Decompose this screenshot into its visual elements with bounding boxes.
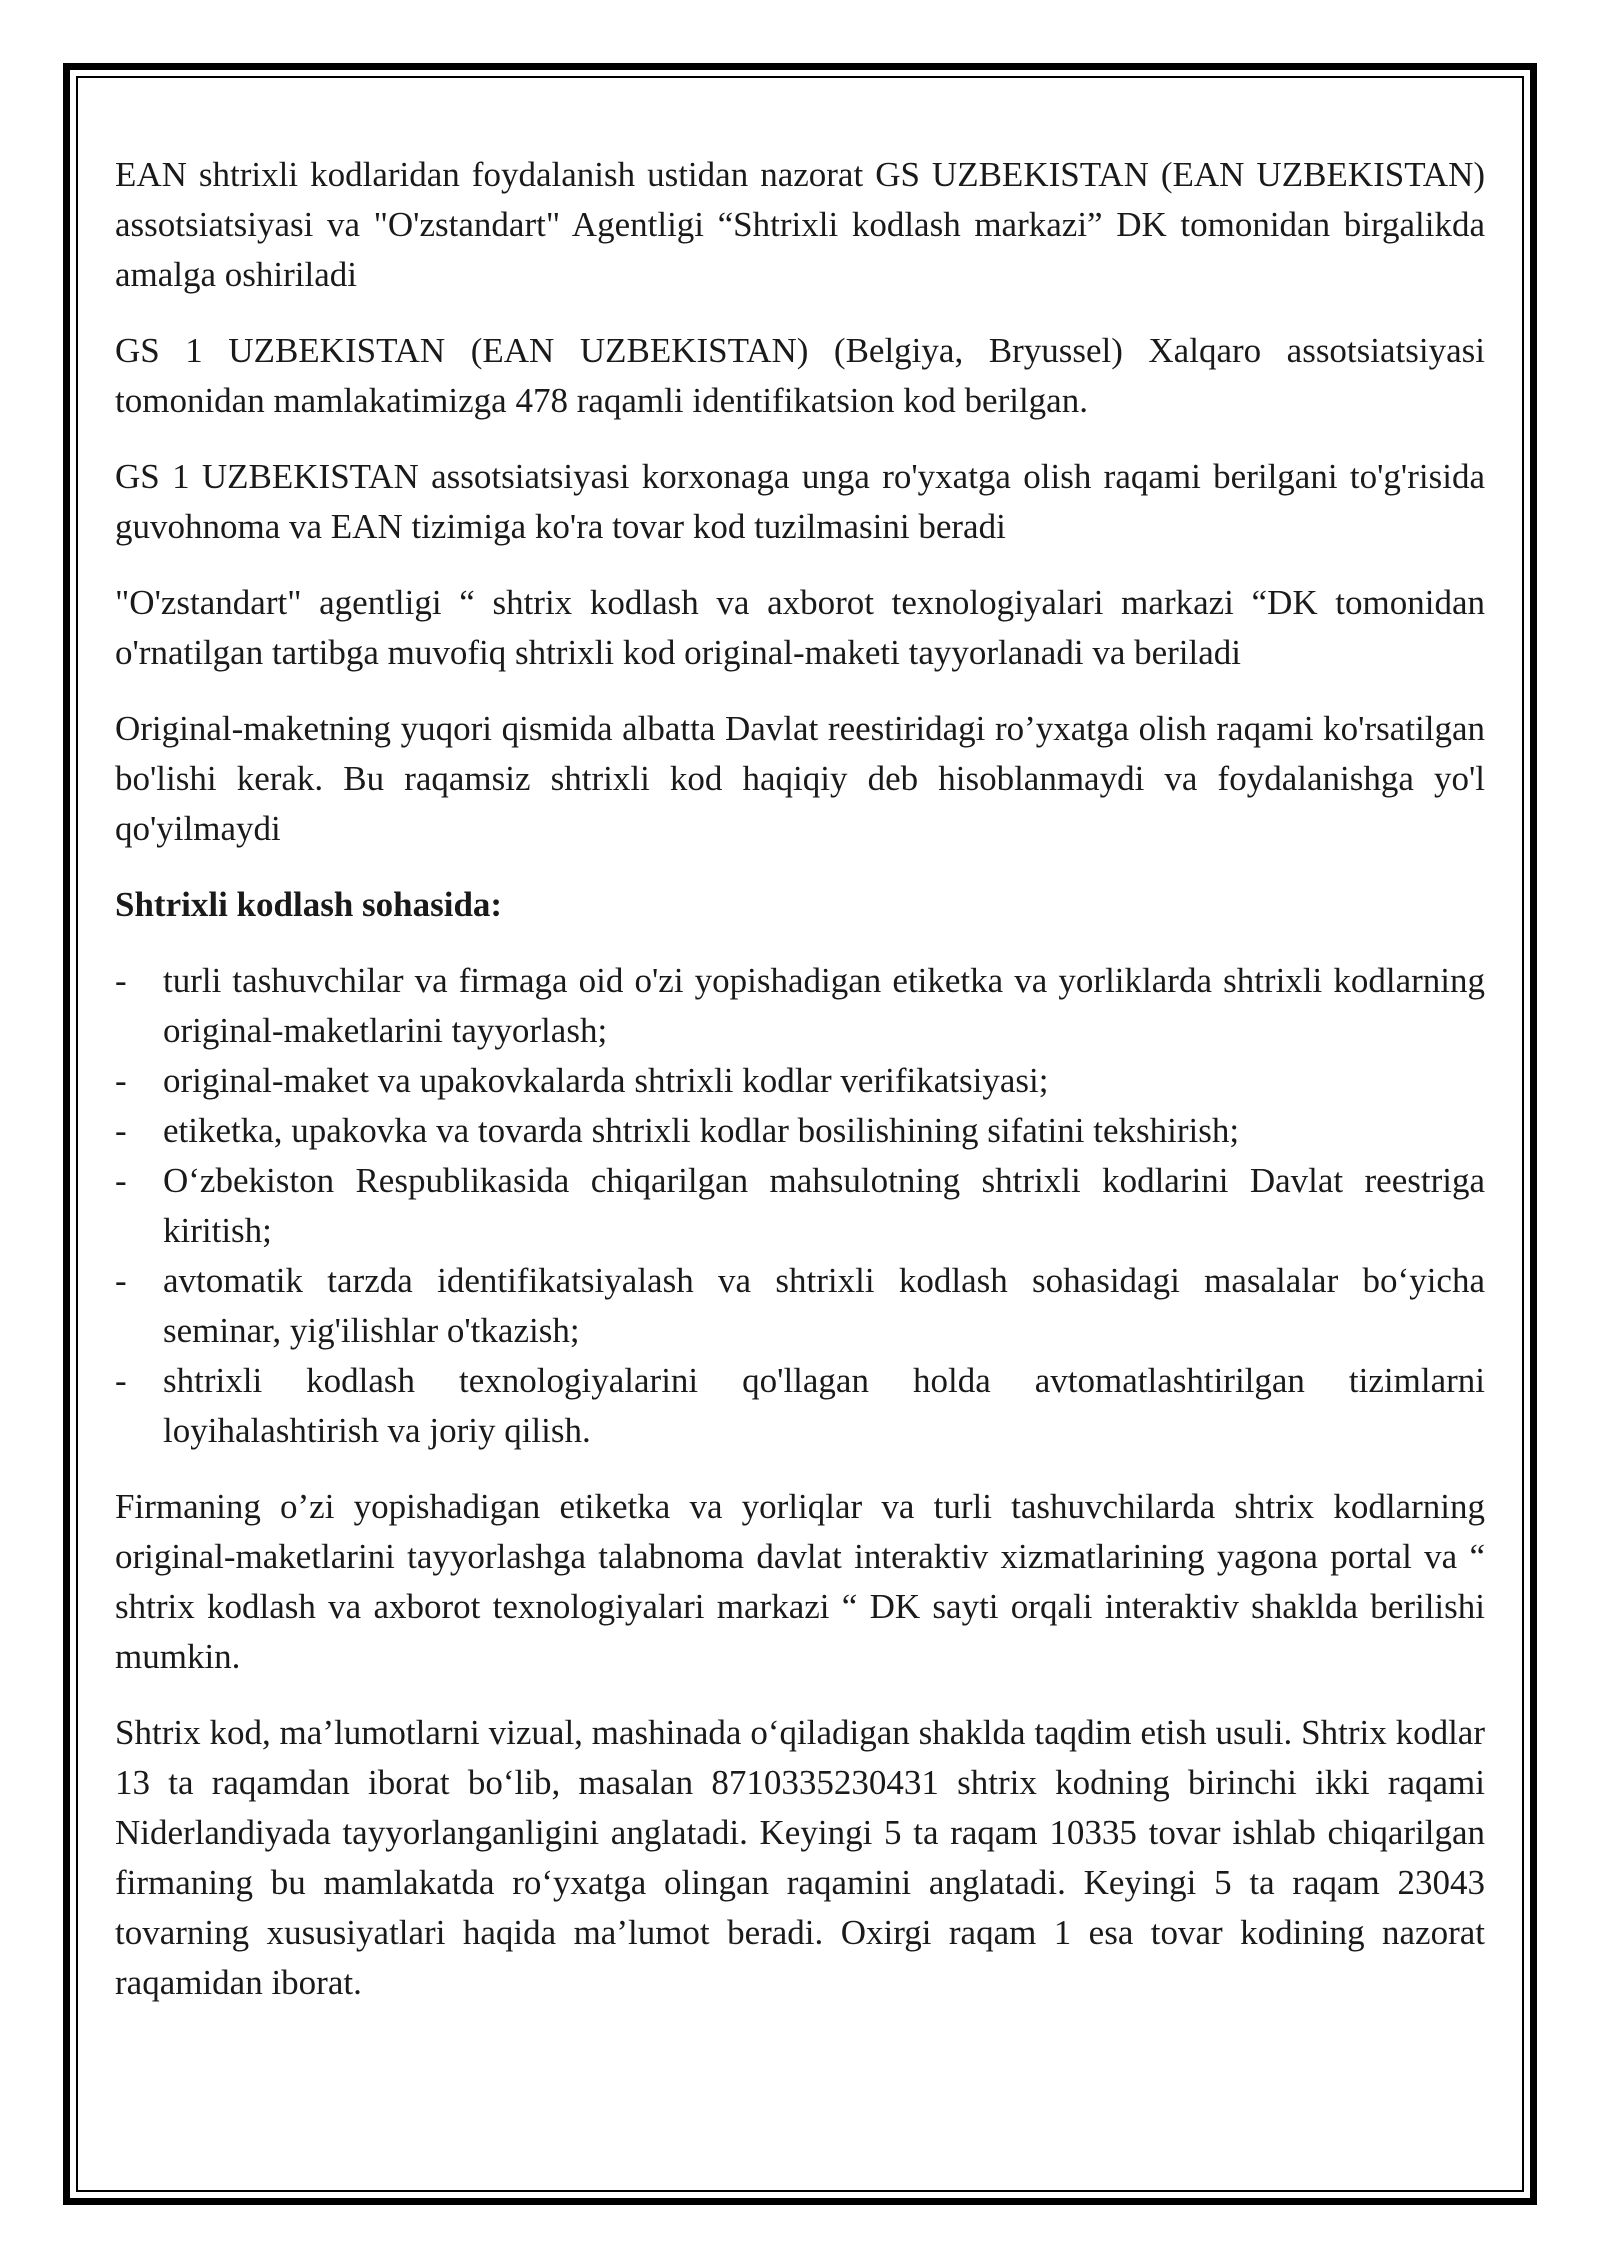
list-item-text: turli tashuvchilar va firmaga oid o'zi yopishadigan etiketka va yorliklarda shtrixli kodlarning original-maketlarini tayyorlash; [163, 961, 1485, 1050]
bullet-list [115, 956, 1485, 1456]
list-item-text: etiketka, upakovka va tovarda shtrixli kodlar bosilishining sifatini tekshirish; [163, 1111, 1240, 1150]
list-item-text: shtrixli kodlash texnologiyalarini qo'llagan holda avtomatlashtirilgan tizimlarni loyihalashtirish va joriy qilish. [163, 1361, 1485, 1450]
list-item-text: O‘zbekiston Respublikasida chiqarilgan mahsulotning shtrixli kodlarini Davlat reestriga kiritish; [163, 1161, 1485, 1250]
list-item [115, 1156, 1485, 1256]
list-item-text: original-maket va upakovkalarda shtrixli kodlar verifikatsiyasi; [163, 1061, 1049, 1100]
paragraph-registration-number: Original-maketning yuqori qismida albatta Davlat reestiridagi ro’yxatga olish raqami ko'rsatilgan bo'lishi kerak. Bu raqamsiz shtrixli kod haqiqiy deb hisoblanmaydi va foydalanishga yo'l qo'yilmaydi [115, 709, 1485, 848]
document-body [115, 150, 1485, 2034]
paragraph-barcode-explanation: Shtrix kod, ma’lumotlarni vizual, mashinada o‘qiladigan shaklda taqdim etish usuli. Shtrix kodlar 13 ta raqamdan iborat bo‘lib, masalan 8710335230431 shtrix kodning birinchi ikki raqami Niderlandiyada tayyorlanganligini anglatadi. Keyingi 5 ta raqam 10335 tovar ishlab chiqarilgan firmaning bu mamlakatda ro‘yxatga olingan raqamini anglatadi. Keyingi 5 ta raqam 23043 tovarning xususiyatlari haqida ma’lumot beradi. Oxirgi raqam 1 esa tovar kodining nazorat raqamidan iborat. [115, 1713, 1485, 2002]
paragraph-ean-control: EAN shtrixli kodlaridan foydalanish ustidan nazorat GS UZBEKISTAN (EAN UZBEKISTAN) assotsiatsiyasi va "O'zstandart" Agentligi “Shtrixli kodlash markazi” DK tomonidan birgalikda amalga oshiriladi [115, 155, 1485, 294]
list-item-text: avtomatik tarzda identifikatsiyalash va shtrixli kodlash sohasidagi masalalar bo‘yicha seminar, yig'ilishlar o'tkazish; [163, 1261, 1485, 1350]
section-heading: Shtrixli kodlash sohasida: [115, 885, 503, 924]
paragraph-application: Firmaning o’zi yopishadigan etiketka va yorliqlar va turli tashuvchilarda shtrix kodlarning original-maketlarini tayyorlashga talabnoma davlat interaktiv xizmatlarining yagona portal va “ shtrix kodlash va axborot texnologiyalari markazi “ DK sayti orqali interaktiv shaklda berilishi mumkin. [115, 1487, 1485, 1676]
paragraph-gs1-certificate: GS 1 UZBEKISTAN assotsiatsiyasi korxonaga unga ro'yxatga olish raqami berilgani to'g'risida guvohnoma va EAN tizimiga ko'ra tovar kod tuzilmasini beradi [115, 457, 1485, 546]
bullet-dash: - [115, 1261, 127, 1300]
bullet-dash: - [115, 1111, 127, 1150]
paragraph-original-maket: "O'zstandart" agentligi “ shtrix kodlash va axborot texnologiyalari markazi “DK tomonidan o'rnatilgan tartibga muvofiq shtrixli kod original-maketi tayyorlanadi va beriladi [115, 583, 1485, 672]
bullet-dash: - [115, 961, 127, 1000]
list-item [115, 956, 1485, 1056]
list-item [115, 1356, 1485, 1456]
paragraph-gs1-code: GS 1 UZBEKISTAN (EAN UZBEKISTAN) (Belgiya, Bryussel) Xalqaro assotsiatsiyasi tomonidan mamlakatimizga 478 raqamli identifikatsion kod berilgan. [115, 331, 1485, 420]
list-item [115, 1056, 1485, 1106]
list-item [115, 1106, 1485, 1156]
bullet-dash: - [115, 1361, 127, 1400]
list-item [115, 1256, 1485, 1356]
bullet-dash: - [115, 1061, 127, 1100]
bullet-dash: - [115, 1161, 127, 1200]
